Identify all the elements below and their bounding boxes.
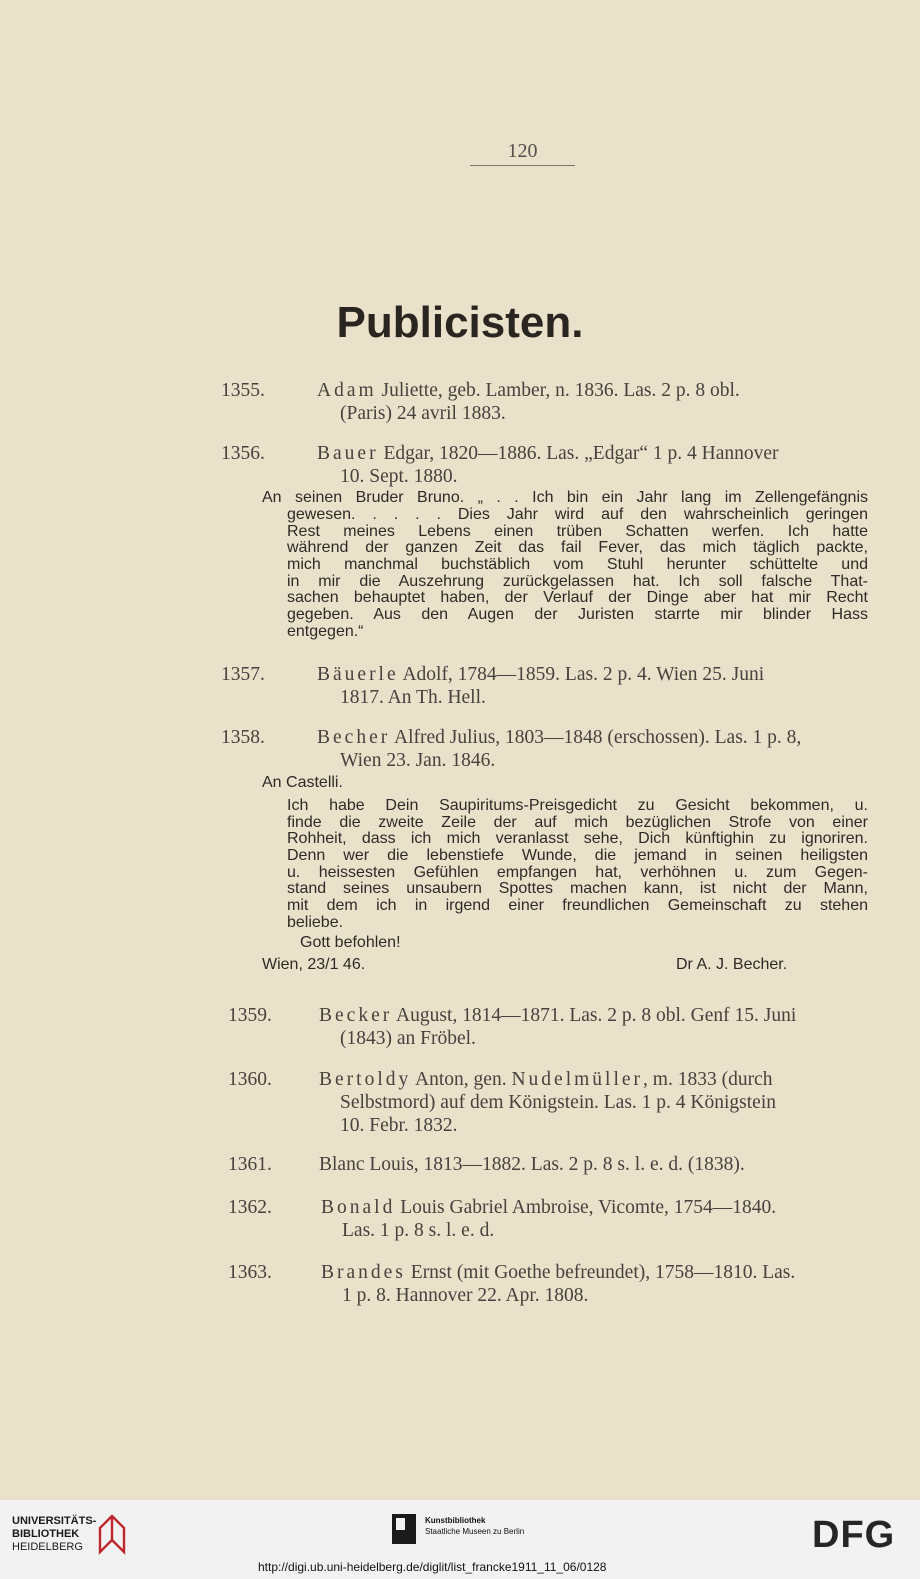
entry-number: 1356. [221, 443, 265, 464]
letter-place-date: Wien, 23/1 46. [262, 956, 366, 973]
entry-number: 1362. [228, 1197, 272, 1218]
letter-text-line: mich manchmal buchstäblich vom Stuhl herunter schüttelte und [287, 556, 868, 573]
letter-text-line: sachen behauptet haben, der Verlauf der Dinge aber hat mir Recht [287, 589, 868, 606]
entry-number: 1357. [221, 664, 265, 685]
letter-signature: Dr A. J. Becher. [676, 956, 788, 973]
entry-line: Becker August, 1814—1871. Las. 2 p. 8 obl. Genf 15. Juni [319, 1005, 797, 1026]
ub-line2: BIBLIOTHEK [12, 1528, 80, 1540]
ub-heidelberg-wordmark [12, 1515, 96, 1554]
entry-number: 1359. [228, 1005, 272, 1026]
letter-text-line: Rohheit, dass ich mich veranlasst sehe, Dich künftighin zu ignoriren. [287, 830, 868, 847]
letter-text-line: Denn wer die lebenstiefe Wunde, die jemand in seinen heiligsten [287, 847, 868, 864]
kunstbibliothek-logo-icon [390, 1512, 418, 1546]
entry-number: 1360. [228, 1069, 272, 1090]
entry-line: (Paris) 24 avril 1883. [340, 403, 506, 424]
entry-line: Becher Alfred Julius, 1803—1848 (erschossen). Las. 1 p. 8, [317, 727, 802, 748]
entry-line: Bertoldy Anton, gen. Nudelmüller, m. 1833 (durch [319, 1069, 773, 1090]
letter-text-line: während der ganzen Zeit das fail Fever, das mich täglich packte, [287, 539, 868, 556]
letter-text-line: An seinen Bruder Bruno. „ . . Ich bin ein Jahr lang im Zellengefängnis [262, 489, 868, 506]
page-title: Publicisten. [336, 298, 584, 347]
ub-heidelberg-logo-icon [96, 1512, 128, 1556]
letter-text-line: mit dem ich in irgend einer freundlichen Gemeinschaft zu stehen [287, 897, 868, 914]
letter-text-line: Rest meines Lebens einen trüben Schatten werfen. Ich hatte [287, 523, 868, 540]
page-number-rule [470, 165, 575, 166]
letter-text-line: beliebe. [287, 914, 344, 931]
entry-line: 10. Febr. 1832. [340, 1115, 458, 1136]
letter-text-line: gewesen. . . . . Dies Jahr wird auf den wahrscheinlich geringen [287, 506, 868, 523]
entry-number: 1355. [221, 380, 265, 401]
letter-closing: Gott befohlen! [300, 934, 401, 951]
letter-text-line: in mir die Auszehrung zurückgelassen hat. Ich soll falsche That- [287, 573, 868, 590]
entry-line: Adam Juliette, geb. Lamber, n. 1836. Las. 2 p. 8 obl. [317, 380, 740, 401]
entry-number: 1358. [221, 727, 265, 748]
entry-line: (1843) an Fröbel. [340, 1028, 476, 1049]
letter-text-line: u. heissesten Gefühlen empfangen hat, verhöhnen u. zum Gegen- [287, 864, 868, 881]
entry-line: Bonald Louis Gabriel Ambroise, Vicomte, 1754—1840. [321, 1197, 777, 1218]
entry-line: 1 p. 8. Hannover 22. Apr. 1808. [342, 1285, 589, 1306]
ub-line1: UNIVERSITÄTS- [12, 1515, 97, 1527]
ub-line3: HEIDELBERG [12, 1541, 83, 1553]
letter-text-line: entgegen.“ [287, 623, 364, 640]
entry-number: 1361. [228, 1154, 272, 1175]
page-number: 120 [507, 140, 538, 162]
entry-line: Brandes Ernst (mit Goethe befreundet), 1758—1810. Las. [321, 1262, 796, 1283]
entry-line: Wien 23. Jan. 1846. [340, 750, 496, 771]
entry-line: Las. 1 p. 8 s. l. e. d. [342, 1220, 495, 1241]
entry-number: 1363. [228, 1262, 272, 1283]
dfg-logo: DFG [812, 1514, 896, 1556]
letter-text-line: Ich habe Dein Saupiritums-Preisgedicht zu Gesicht bekommen, u. [287, 797, 868, 814]
letter-text-line: finde die zweite Zeile der auf mich bezüglichen Strofe von einer [287, 814, 868, 831]
entry-line: Bauer Edgar, 1820—1886. Las. „Edgar“ 1 p. 4 Hannover [317, 443, 779, 464]
entry-line: 1817. An Th. Hell. [340, 687, 486, 708]
letter-addressee: An Castelli. [262, 774, 343, 791]
source-url[interactable]: http://digi.ub.uni-heidelberg.de/diglit/list_francke1911_11_06/0128 [258, 1560, 607, 1574]
letter-text-line: gegeben. Aus den Augen der Juristen starrte mir blinder Hass [287, 606, 868, 623]
entry-line: Blanc Louis, 1813—1882. Las. 2 p. 8 s. l. e. d. (1838). [319, 1154, 745, 1175]
entry-line: Bäuerle Adolf, 1784—1859. Las. 2 p. 4. Wien 25. Juni [317, 664, 765, 685]
letter-text-line: stand seines unsaubern Spottes machen kann, ist nicht der Mann, [287, 880, 868, 897]
entry-line: Selbstmord) auf dem Königstein. Las. 1 p. 4 Königstein [340, 1092, 776, 1113]
entry-line: 10. Sept. 1880. [340, 466, 458, 487]
kunstbibliothek-wordmark: Kunstbibliothek Staatliche Museen zu Berlin [425, 1516, 525, 1536]
